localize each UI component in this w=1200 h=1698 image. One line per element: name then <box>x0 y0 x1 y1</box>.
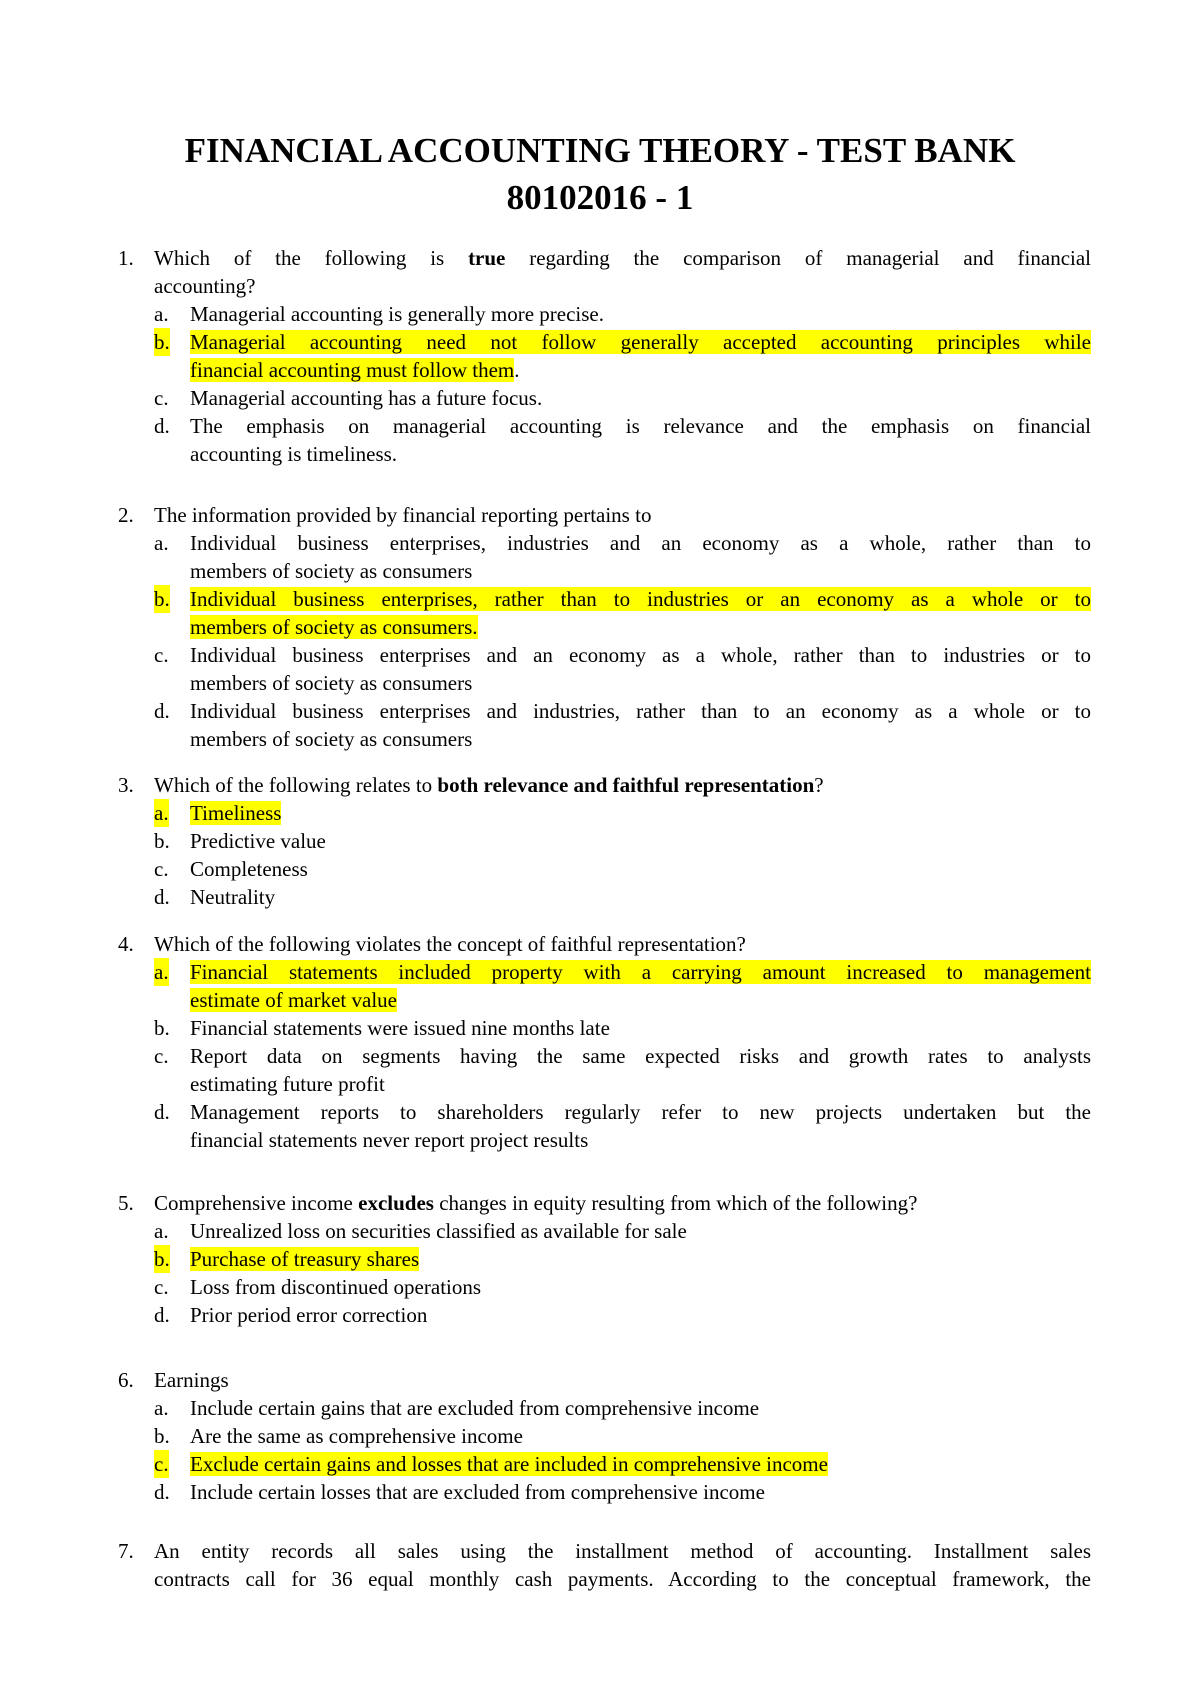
option-text-run: members of society as consumers <box>190 727 473 751</box>
question-number: 3. <box>118 773 134 797</box>
option-text-run: financial statements never report project results <box>190 1128 589 1152</box>
option-letter: a. <box>154 960 169 984</box>
option-text-run: Are the same as comprehensive income <box>190 1424 523 1448</box>
option-text <box>190 855 1091 883</box>
option-text-run: Individual business enterprises and industries, rather than to an economy as a whole or to <box>190 699 1091 723</box>
answer-option-line <box>0 529 1200 557</box>
question-text: accounting? <box>154 274 256 298</box>
question-number: 4. <box>118 932 134 956</box>
option-text <box>190 1273 1091 1301</box>
question-text-part: Comprehensive income <box>154 1191 359 1215</box>
question-stem-line <box>0 244 1200 272</box>
correct-answer-text <box>190 799 1091 827</box>
question-stem-line <box>0 272 1200 300</box>
question-text: The information provided by financial reporting pertains to <box>154 503 652 527</box>
option-text <box>190 440 1091 468</box>
correct-answer-text <box>190 356 1091 384</box>
question-item <box>0 1189 1200 1329</box>
answer-option-line <box>0 1273 1200 1301</box>
option-letter: d. <box>154 1480 170 1504</box>
question-text-part: Which of the following relates to <box>154 773 438 797</box>
option-letter: d. <box>154 885 170 909</box>
option-letter: c. <box>154 643 169 667</box>
option-text-run: financial accounting must follow them <box>190 358 515 382</box>
question-stem-line <box>0 930 1200 958</box>
option-text <box>190 1394 1091 1422</box>
question-number: 5. <box>118 1191 134 1215</box>
correct-answer-text <box>190 613 1091 641</box>
option-letter: a. <box>154 1219 169 1243</box>
option-text <box>190 529 1091 557</box>
option-text-run: Managerial accounting is generally more precise. <box>190 302 604 326</box>
option-letter: c. <box>154 857 169 881</box>
answer-option-line <box>0 1042 1200 1070</box>
question-text-part: Which of the following is <box>154 246 469 270</box>
option-letter: c. <box>154 386 169 410</box>
answer-option-line <box>0 669 1200 697</box>
option-letter: d. <box>154 1303 170 1327</box>
question-text <box>154 244 1091 272</box>
option-text-run: Exclude certain gains and losses that are included in comprehensive income <box>190 1452 828 1476</box>
question-item <box>0 244 1200 468</box>
option-text-run: Unrealized loss on securities classified as available for sale <box>190 1219 687 1243</box>
correct-answer-text <box>190 328 1091 356</box>
option-text-run: members of society as consumers <box>190 671 473 695</box>
answer-option-line <box>0 328 1200 356</box>
correct-answer-text <box>190 1450 1091 1478</box>
option-text <box>190 1217 1091 1245</box>
answer-option-line <box>0 384 1200 412</box>
option-text-run: Financial statements were issued nine months late <box>190 1016 610 1040</box>
option-letter: b. <box>154 829 170 853</box>
answer-option-line <box>0 1098 1200 1126</box>
answer-option-line <box>0 1126 1200 1154</box>
option-text <box>190 557 1091 585</box>
option-text-run: Include certain losses that are excluded from comprehensive income <box>190 1480 765 1504</box>
emphasis-text: both relevance and faithful representation <box>437 773 815 797</box>
emphasis-text: true <box>468 246 506 270</box>
option-letter: b. <box>154 1424 170 1448</box>
option-text-run: accounting is timeliness. <box>190 442 398 466</box>
option-letter: c. <box>154 1452 169 1476</box>
option-text-run: Financial statements included property with a carrying amount increased to management <box>190 960 1091 984</box>
answer-option-line <box>0 1394 1200 1422</box>
answer-option-line <box>0 300 1200 328</box>
option-letter: b. <box>154 1247 170 1271</box>
question-item <box>0 501 1200 753</box>
option-text-run: Report data on segments having the same expected risks and growth rates to analysts <box>190 1044 1091 1068</box>
option-text-run: Individual business enterprises, industries and an economy as a whole, rather than to <box>190 531 1091 555</box>
option-text-run: Managerial accounting has a future focus. <box>190 386 543 410</box>
answer-option-line <box>0 1450 1200 1478</box>
option-text <box>190 1070 1091 1098</box>
option-text-run: members of society as consumers <box>190 559 473 583</box>
option-letter: d. <box>154 414 170 438</box>
question-number: 7. <box>118 1539 134 1563</box>
option-letter: d. <box>154 1100 170 1124</box>
question-text-part: regarding the comparison of managerial and financial <box>505 246 1091 270</box>
option-text <box>190 1478 1091 1506</box>
option-letter: a. <box>154 302 169 326</box>
answer-option-line <box>0 799 1200 827</box>
correct-answer-text <box>190 986 1091 1014</box>
answer-option-line <box>0 613 1200 641</box>
option-text-run: Individual business enterprises, rather than to industries or an economy as a whole or to <box>190 587 1091 611</box>
option-text <box>190 1422 1091 1450</box>
answer-option-line <box>0 883 1200 911</box>
document-title: FINANCIAL ACCOUNTING THEORY - TEST BANK <box>184 131 1016 170</box>
answer-option-line <box>0 412 1200 440</box>
answer-option-line <box>0 958 1200 986</box>
answer-option-line <box>0 1014 1200 1042</box>
option-letter: d. <box>154 699 170 723</box>
answer-option-line <box>0 697 1200 725</box>
option-text <box>190 827 1091 855</box>
question-number: 2. <box>118 503 134 527</box>
option-letter: b. <box>154 587 170 611</box>
answer-option-line <box>0 1301 1200 1329</box>
option-letter: a. <box>154 801 169 825</box>
option-text <box>190 669 1091 697</box>
option-letter: b. <box>154 330 170 354</box>
option-text-run: members of society as consumers. <box>190 615 478 639</box>
question-text <box>154 771 1091 799</box>
question-text-part: changes in equity resulting from which of the following? <box>433 1191 918 1215</box>
option-text-run: Managerial accounting need not follow generally accepted accounting principles while <box>190 330 1091 354</box>
question-text <box>154 1189 1091 1217</box>
option-text <box>190 412 1091 440</box>
option-text-run: Purchase of treasury shares <box>190 1247 420 1271</box>
emphasis-text: excludes <box>358 1191 434 1215</box>
option-text <box>190 883 1091 911</box>
question-text: Which of the following violates the concept of faithful representation? <box>154 932 746 956</box>
answer-option-line <box>0 827 1200 855</box>
question-stem-line <box>0 1537 1200 1565</box>
option-text-run: The emphasis on managerial accounting is relevance and the emphasis on financial <box>190 414 1091 438</box>
question-number: 6. <box>118 1368 134 1392</box>
question-stem-line <box>0 1366 1200 1394</box>
answer-option-line <box>0 1422 1200 1450</box>
question-stem-line <box>0 501 1200 529</box>
question-text: An entity records all sales using the installment method of accounting. Installment sales <box>154 1539 1091 1563</box>
option-letter: c. <box>154 1044 169 1068</box>
option-text <box>190 1042 1091 1070</box>
answer-option-line <box>0 855 1200 883</box>
answer-option-line <box>0 1478 1200 1506</box>
option-text-run: Timeliness <box>190 801 282 825</box>
option-text <box>190 1098 1091 1126</box>
option-text-run: Predictive value <box>190 829 326 853</box>
question-item <box>0 930 1200 1154</box>
question-number: 1. <box>118 246 134 270</box>
option-letter: a. <box>154 1396 169 1420</box>
question-text: Earnings <box>154 1368 229 1392</box>
answer-option-line <box>0 1245 1200 1273</box>
question-text-part: ? <box>814 773 824 797</box>
question-item <box>0 1366 1200 1506</box>
answer-option-line <box>0 986 1200 1014</box>
answer-option-line <box>0 725 1200 753</box>
answer-option-line <box>0 557 1200 585</box>
option-punctuation: . <box>514 358 520 382</box>
answer-option-line <box>0 641 1200 669</box>
question-item <box>0 1537 1200 1593</box>
correct-answer-text <box>190 585 1091 613</box>
option-letter: c. <box>154 1275 169 1299</box>
option-text <box>190 1126 1091 1154</box>
document-subtitle: 80102016 - 1 <box>506 178 694 217</box>
answer-option-line <box>0 356 1200 384</box>
option-text-run: Prior period error correction <box>190 1303 428 1327</box>
option-letter: b. <box>154 1016 170 1040</box>
question-stem-line <box>0 1189 1200 1217</box>
question-item <box>0 771 1200 911</box>
option-text <box>190 1014 1091 1042</box>
option-text-run: Include certain gains that are excluded from comprehensive income <box>190 1396 760 1420</box>
option-text-run: estimate of market value <box>190 988 397 1012</box>
option-text-run: Neutrality <box>190 885 276 909</box>
option-text <box>190 1301 1091 1329</box>
option-text <box>190 384 1091 412</box>
option-text <box>190 300 1091 328</box>
option-text-run: estimating future profit <box>190 1072 385 1096</box>
option-text <box>190 725 1091 753</box>
correct-answer-text <box>190 958 1091 986</box>
answer-option-line <box>0 440 1200 468</box>
option-text-run: Management reports to shareholders regularly refer to new projects undertaken but the <box>190 1100 1091 1124</box>
correct-answer-text <box>190 1245 1091 1273</box>
option-text-run: Completeness <box>190 857 308 881</box>
question-stem-line <box>0 771 1200 799</box>
option-letter: a. <box>154 531 169 555</box>
answer-option-line <box>0 1217 1200 1245</box>
option-text <box>190 641 1091 669</box>
option-text-run: Individual business enterprises and an economy as a whole, rather than to industries or to <box>190 643 1091 667</box>
question-text: contracts call for 36 equal monthly cash payments. According to the conceptual framework, the <box>154 1567 1091 1591</box>
question-stem-line <box>0 1565 1200 1593</box>
option-text <box>190 697 1091 725</box>
answer-option-line <box>0 585 1200 613</box>
answer-option-line <box>0 1070 1200 1098</box>
option-text-run: Loss from discontinued operations <box>190 1275 482 1299</box>
